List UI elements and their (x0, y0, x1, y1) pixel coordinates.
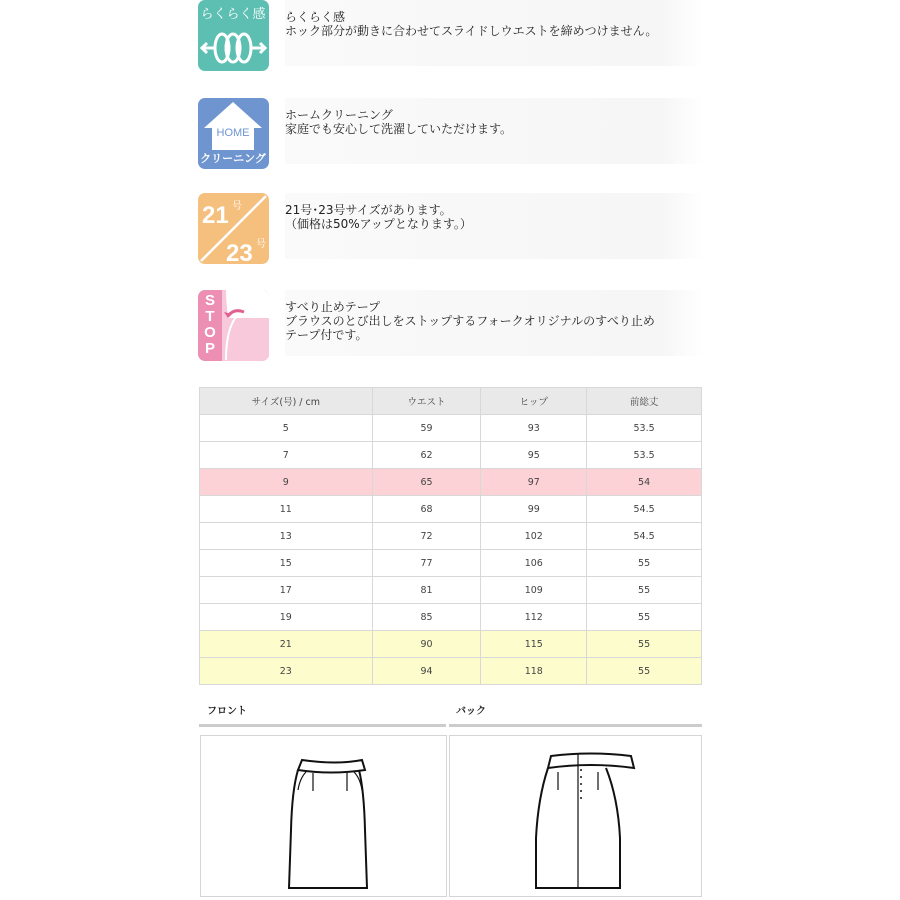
home-cleaning-icon (198, 98, 269, 169)
table-cell: 97 (481, 469, 587, 496)
table-cell: 81 (372, 577, 481, 604)
table-cell: 59 (372, 415, 481, 442)
table-cell: 21 (200, 631, 373, 658)
icon-label: HOME (216, 127, 250, 139)
table-cell: 11 (200, 496, 373, 523)
icon-label: 21 (202, 202, 229, 229)
stop-icon (198, 290, 269, 361)
rakuraku-icon (198, 0, 269, 71)
column-header: サイズ(号) / cm (200, 388, 373, 415)
feature-title: 21号･23号サイズがあります。 (285, 203, 452, 217)
table-cell: 7 (200, 442, 373, 469)
table-row (200, 577, 702, 604)
table-cell: 55 (587, 604, 702, 631)
column-header: ヒップ (481, 388, 587, 415)
table-cell: 85 (372, 604, 481, 631)
table-cell: 54.5 (587, 496, 702, 523)
divider (449, 724, 702, 727)
table-cell: 5 (200, 415, 373, 442)
table-row (200, 631, 702, 658)
column-header: ウエスト (372, 388, 481, 415)
icon-label: 号 (232, 201, 242, 212)
table-cell: 54 (587, 469, 702, 496)
table-cell: 23 (200, 658, 373, 685)
feature-title: ホームクリーニング (285, 108, 393, 122)
table-cell: 62 (372, 442, 481, 469)
feature-desc: （価格は50%アップとなります。） (285, 217, 472, 231)
icon-label: 23 (226, 240, 253, 264)
table-cell: 19 (200, 604, 373, 631)
icon-label: らくらく感 (200, 7, 266, 22)
table-cell: 54.5 (587, 523, 702, 550)
table-cell: 109 (481, 577, 587, 604)
icon-label: クリーニング (200, 152, 266, 165)
table-row (200, 604, 702, 631)
feature-desc: テープ付です。 (285, 328, 368, 342)
feature-large-size (198, 193, 703, 265)
table-cell: 9 (200, 469, 373, 496)
back-label: バック (456, 706, 486, 717)
table-cell: 13 (200, 523, 373, 550)
table-cell: 53.5 (587, 415, 702, 442)
table-cell: 93 (481, 415, 587, 442)
table-row (200, 550, 702, 577)
stop-label: STOP (204, 292, 216, 357)
table-cell: 65 (372, 469, 481, 496)
feature-desc: 家庭でも安心して洗濯していただけます。 (285, 122, 513, 136)
size-table (199, 387, 702, 685)
table-cell: 77 (372, 550, 481, 577)
table-cell: 17 (200, 577, 373, 604)
icon-label: 号 (256, 239, 266, 250)
table-cell: 53.5 (587, 442, 702, 469)
table-row (200, 523, 702, 550)
table-cell: 72 (372, 523, 481, 550)
feature-title: らくらく感 (285, 10, 346, 24)
feature-desc: ブラウスのとび出しをストップするフォークオリジナルのすべり止め (285, 314, 655, 328)
table-cell: 55 (587, 658, 702, 685)
table-cell: 55 (587, 631, 702, 658)
table-cell: 115 (481, 631, 587, 658)
divider (199, 724, 446, 727)
table-cell: 95 (481, 442, 587, 469)
front-label: フロント (207, 706, 247, 717)
table-cell: 99 (481, 496, 587, 523)
feature-title: すべり止めテープ (285, 300, 381, 314)
table-cell: 112 (481, 604, 587, 631)
table-cell: 106 (481, 550, 587, 577)
table-row (200, 496, 702, 523)
feature-home-cleaning (198, 98, 703, 170)
table-cell: 15 (200, 550, 373, 577)
feature-rakuraku (198, 0, 703, 72)
feature-stop-tape (198, 290, 703, 362)
column-header: 前総丈 (587, 388, 702, 415)
table-row (200, 469, 702, 496)
table-cell: 55 (587, 577, 702, 604)
table-cell: 102 (481, 523, 587, 550)
table-cell: 55 (587, 550, 702, 577)
table-cell: 90 (372, 631, 481, 658)
feature-desc: ホック部分が動きに合わせてスライドしウエストを締めつけません。 (285, 24, 658, 38)
table-row (200, 415, 702, 442)
size-21-23-icon (198, 193, 269, 264)
front-view-image (200, 735, 447, 897)
back-view-image (449, 735, 702, 897)
table-row (200, 442, 702, 469)
table-row (200, 658, 702, 685)
table-cell: 68 (372, 496, 481, 523)
table-cell: 94 (372, 658, 481, 685)
table-cell: 118 (481, 658, 587, 685)
